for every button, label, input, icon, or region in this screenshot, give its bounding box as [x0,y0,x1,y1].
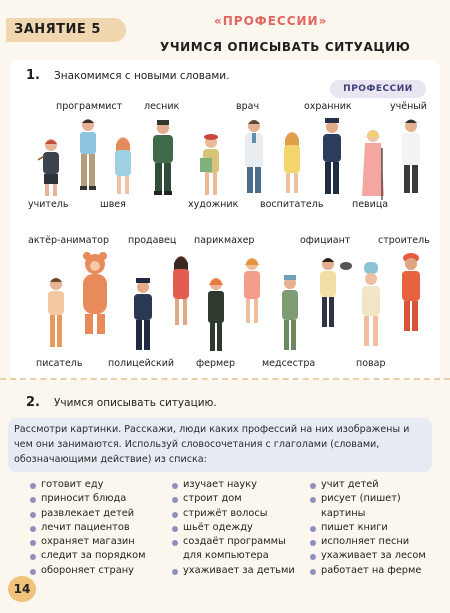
phrase-item: строит дом [172,492,295,506]
cook-illustration [358,262,384,356]
label-farmer: фермер [196,358,236,369]
phrase-continuation: картины [321,507,366,519]
phrase-item: лечит пациентов [30,521,146,535]
topic-title: «ПРОФЕССИИ» [214,14,328,28]
label-scientist: учёный [390,101,427,112]
seamstress-illustration [112,136,134,202]
forester-illustration [148,120,178,204]
policeman-illustration [130,278,156,360]
phrase-item: учит детей [310,478,426,492]
label-guard: охранник [304,101,352,112]
label-doctor: врач [236,101,260,112]
label-cook: повар [356,358,386,369]
phrase-item: изучает науку [172,478,295,492]
label-builder: строитель [378,235,430,246]
phrase-item: пишет книги [310,521,426,535]
task2-number: 2. [26,395,40,410]
phrase-item: следит за порядком [30,549,146,563]
hairdresser-illustration [240,256,264,332]
phrase-item: создаёт программы [172,535,295,549]
label-singer: певица [352,199,389,210]
label-artist: художник [188,199,239,210]
professions-badge: ПРОФЕССИИ [330,80,426,98]
phrase-item: рисует (пишет) [310,492,426,506]
section-divider [0,378,450,380]
label-waiter: официант [300,235,351,246]
phrase-item: ухаживает за лесом [310,549,426,563]
phrase-item: охраняет магазин [30,535,146,549]
instructions-box: Рассмотри картинки. Расскажи, люди каких профессий на них изображены и чем они занимаются. Используй словосочетания с глаголами (словами, обозначающими действие) из списка: [8,418,432,472]
programmer-illustration [76,118,100,202]
educator-illustration [280,130,304,202]
farmer-illustration [204,276,228,360]
teacher-illustration [38,138,64,202]
label-seamstress: швея [100,199,126,210]
phrase-column-1 [30,478,146,578]
task2-text: Учимся описывать ситуацию. [54,397,217,409]
phrase-column-2 [172,478,295,578]
phrase-continuation: для компьютера [183,550,269,562]
label-policeman: полицейский [108,358,175,369]
doctor-illustration [240,118,268,204]
phrase-item: ухаживает за детьми [172,564,295,578]
phrase-item: обороняет страну [30,564,146,578]
phrase-item: исполняет песни [310,535,426,549]
label-writer: писатель [36,358,83,369]
page-number: 14 [8,576,36,602]
task1-number: 1. [26,68,40,83]
phrase-item: стрижёт волосы [172,507,295,521]
guard-illustration [318,118,346,204]
seller-illustration [170,254,192,334]
task1-text: Знакомимся с новыми словами. [54,70,230,82]
label-animator: актёр-аниматор [28,235,109,246]
label-programmer: программист [56,101,123,112]
animator-illustration [78,252,112,342]
label-educator: воспитатель [260,199,324,210]
phrase-item: шьёт одежду [172,521,295,535]
lesson-tab: ЗАНЯТИЕ 5 [6,18,126,42]
label-seller: продавец [128,235,177,246]
phrase-item: приносит блюда [30,492,146,506]
nurse-illustration [278,274,302,360]
singer-illustration [360,128,386,206]
page-subtitle: УЧИМСЯ ОПИСЫВАТЬ СИТУАЦИЮ [160,40,411,54]
phrase-column-3 [310,478,426,578]
phrase-item: готовит еду [30,478,146,492]
builder-illustration [398,252,424,342]
waiter-illustration [312,254,352,338]
phrase-item: развлекает детей [30,507,146,521]
scientist-illustration [398,118,424,204]
phrase-item: работает на ферме [310,564,426,578]
writer-illustration [44,276,68,358]
label-teacher: учитель [28,199,69,210]
label-nurse: медсестра [262,358,316,369]
label-forester: лесник [144,101,180,112]
artist-illustration [198,134,224,204]
label-hairdresser: парикмахер [194,235,255,246]
